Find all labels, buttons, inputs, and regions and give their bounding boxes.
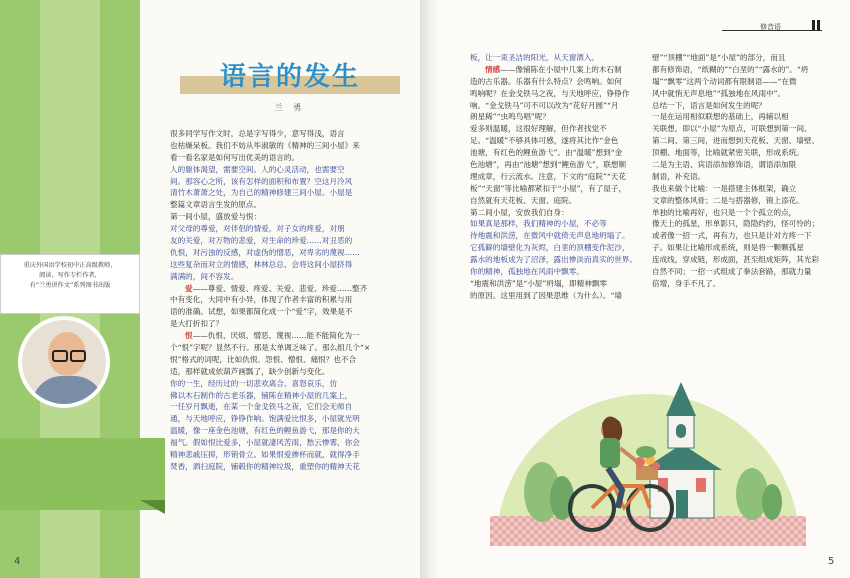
- text-line: 的原因。这里用到了因果思维（为什么）。“墙: [470, 290, 622, 300]
- keyword-highlight: 情感: [485, 64, 501, 74]
- text-line: 都有修饰语，“纸糊的”“白垩的”“露水的”。“坍: [652, 64, 809, 74]
- text-line: 人的躯体渴望，需要空间。人的心灵活动，也需要空: [170, 164, 345, 174]
- article-author: 兰 勇: [274, 103, 306, 112]
- text-line: 清竹木萧萧之处，为自己的精神修建三间小屋。小屋是: [170, 188, 353, 198]
- text-line: 友的关爱，对万物的悲爱，对生命的珍爱……对丑恶的: [170, 236, 353, 246]
- text-line: 第二间、第三间，进而想到天花板、天窗、墙壁、: [652, 136, 820, 146]
- text-line: 恨——仇恨、厌烦、憎恶、蔑视……能不能简化为一: [185, 331, 360, 341]
- text-line: 中有变化，大同中有小异，体现了作者丰富的积累与用: [170, 295, 353, 305]
- bio-line: 阅读、写作专栏作者，: [39, 272, 101, 279]
- text-line: 间。那容心之所，该有怎样的面积和布置？空这月冷风: [170, 176, 353, 186]
- text-line: 风中就悄无声息地”“孤独地在风雨中”。: [652, 88, 786, 98]
- left-text-column: [170, 128, 418, 473]
- cyclist-illustration: [490, 374, 806, 546]
- text-line: 造的古乐器。乐器有什么特点？会鸣响。如何: [470, 76, 622, 86]
- author-avatar: [18, 316, 110, 408]
- text-line: 仇恨，对污浊的反感，对虚伪的憎恶，对卑劣的蔑视……: [170, 247, 360, 257]
- text-line: 你的一生，经历过的一切悲欢离合、喜怒哀乐，仿: [170, 378, 338, 388]
- text-line: 适，那样就成依葫芦画瓢了，缺少创新与变化。: [170, 366, 330, 376]
- text-line: 文章的整体风骨；二是与搭器修，锦上添花。: [652, 195, 804, 205]
- text-line: 看一看名家是如何写出优美的语言的。: [170, 152, 300, 162]
- text-line: 个“恨”字呢？显然不行。那是太单调乏味了。那么组几个“×: [170, 343, 371, 353]
- text-line: 鸣响呢？在金戈铁马之夜，与天地呼应，铮铮作: [470, 88, 630, 98]
- keyword-highlight: 恨: [185, 331, 193, 341]
- section-tag: 修音语: [760, 23, 781, 31]
- text-line: 子。如果让比喻形成系统，则是将一颗颗孤星: [652, 243, 804, 253]
- keyword-highlight: 爱: [185, 283, 193, 293]
- text-line: 我也来做个比喻：一是搭建主体框架，确立: [652, 183, 797, 193]
- text-line: 自然不同；一招一式组成了拳法套路，那就力量: [652, 267, 812, 277]
- ribbon-fold: [140, 500, 165, 514]
- text-line: 满满的，间不容发。: [170, 271, 239, 281]
- text-line: 你的精神，孤独地在风雨中飘零。: [470, 267, 584, 277]
- text-line: 响。“金戈铁马”可不可以改为“花好月圆”“月: [470, 100, 619, 110]
- text-line: 通，与天地呼应，铮铮作响。饱满爱比恨多，小屋就光明: [170, 414, 360, 424]
- text-line: 福气。假如恨比爱多，小屋就凄风苦雨，愁云惨雾，你会: [170, 438, 360, 448]
- page-gutter: [420, 0, 438, 578]
- text-line: 恨”格式的词呢，比如仇恨、怨恨、憎恨、痛恨？也不合: [170, 354, 357, 364]
- text-line: 待地震和洪涝，在微风中就倚无声息地坍塌了。: [470, 231, 630, 241]
- text-line: 爱多则温暖，这很好理解，但作者找觉不: [470, 124, 607, 134]
- text-line: 精神悲戚压抑，形销骨立。如果恨爱掺杯而就，就得净手: [170, 450, 360, 460]
- text-line: 像天上的孤星，形单影只，隐隐约约，怪可怜的；: [652, 219, 820, 229]
- page-number-right: 5: [828, 556, 835, 567]
- text-line: 这些复杂而对立的情感，林林总总、会将这间小屋挤得: [170, 259, 353, 269]
- bio-line: 重庆外国语学校初中正高级教师，: [23, 262, 117, 269]
- text-line: 板，让一束圣洁的阳光，从天窗洒入。: [470, 53, 600, 62]
- text-line: 单独的比喻再好，也只是一个个孤立的点，: [652, 207, 797, 217]
- text-line: 第一间小屋，盛放爱与恨：: [170, 212, 262, 222]
- middle-text-column: [470, 52, 642, 302]
- text-line: 如果真是那样，我们精神的小屋，不必等: [470, 219, 607, 229]
- text-line: 塌”“飘零”这两个动词都有限制语——“在微: [652, 76, 797, 86]
- text-line: 是大打折扣了？: [170, 319, 224, 329]
- text-line: 情感——像铺陈在小屋中几案上的木石制: [485, 64, 622, 74]
- text-line: 语的准确。试想，如果都简化成一个“爱”字，效果是不: [170, 307, 353, 317]
- text-line: 或者像一招一式，再有力，也只是计对方疼一下: [652, 231, 812, 241]
- text-line: “地震和洪涝”是“小屋”坍塌，即精神飘零: [470, 278, 608, 288]
- text-line: 连成线，穿成链，形成面，甚至组成矩阵，其光彩: [652, 255, 820, 265]
- text-line: 理成章，行云流水。注意，下文的“庭院”“天花: [470, 171, 626, 181]
- text-line: 色池塘”，再由“池塘”想到“鲤鱼游弋”，联想顺: [470, 160, 627, 170]
- text-line: 整篇文章语言生发的原点。: [170, 200, 262, 210]
- text-line: 制语，补充语。: [652, 171, 706, 181]
- text-line: 也枯燥呆板。我们不妨从毕淑敏的《精神的三间小屋》来: [170, 140, 360, 150]
- text-line: 足。“温暖”不够具体可感，遂将其比作“金色: [470, 136, 619, 146]
- header-bars-icon: [812, 20, 822, 30]
- text-line: 它孤僻的墙壁化为灰烬，白垩的顶棚变作泥沙，: [470, 243, 630, 253]
- article-title: 语言的发生: [219, 62, 360, 92]
- text-line: 焚香，洒扫庭院，铺毂你的精神垃圾，重塑你的精神天花: [170, 461, 360, 471]
- text-line: 自然就有天花板、天窗、庭院。: [470, 195, 577, 205]
- text-line: 爱——尊爱、情爱、疼爱、关爱、悲爱、珍爱……整齐: [185, 283, 368, 293]
- text-line: 很多同学写作文时，总是字写得少，意写得浅，语言: [170, 129, 345, 138]
- text-line: 顶棚、地面等，比喻就紧密关联，形成系统。: [652, 148, 804, 158]
- text-line: 第二间小屋，安放我们自身：: [470, 207, 569, 217]
- text-line: 对父母的尊爱，对伴侣的情爱，对子女的疼爱，对朋: [170, 224, 345, 234]
- text-line: 一任岁月飘逝，在某一个金戈铁马之夜，它们会无师自: [170, 402, 353, 412]
- text-line: 板”“天窗”等比喻都紧扣于“小屋”，有了屋子，: [470, 183, 627, 193]
- text-line: 露水的地板成为了沼泽，露出惨淡而真实的世界。: [470, 255, 638, 265]
- text-line: 关联想，即以“小屋”为原点，可联想到第一间、: [652, 124, 812, 134]
- text-line: 总结一下，语言是如何发生的呢？: [652, 100, 766, 110]
- text-line: 佛以木石制作的古老乐器，铺陈在精神小屋的几案上，: [170, 390, 353, 400]
- right-text-column: [652, 52, 824, 290]
- author-bio-box: [0, 254, 140, 314]
- text-line: 倍增，身手不凡了。: [652, 278, 721, 288]
- page-number-left: 4: [14, 556, 21, 567]
- text-line: 一是在运用相似联想的基础上，再辅以相: [652, 112, 789, 122]
- text-line: 二是为主语、宾语添加修饰语，谓语添加限: [652, 160, 797, 170]
- text-line: 温暖，像一座金色池塘，有红色的鲤鱼游弋，那是你的大: [170, 426, 360, 436]
- text-line: 朗星稀”“虫鸣鸟唱”呢？: [470, 112, 550, 122]
- text-line: 壁”“顶棚”“地面”是“小屋”的部分，而且: [652, 53, 786, 62]
- bio-line: 有“兰勇讲作文”系列图书出版: [29, 282, 111, 289]
- text-line: 池塘，有红色的鲤鱼游弋”。由“温暖”想到“金: [470, 148, 623, 158]
